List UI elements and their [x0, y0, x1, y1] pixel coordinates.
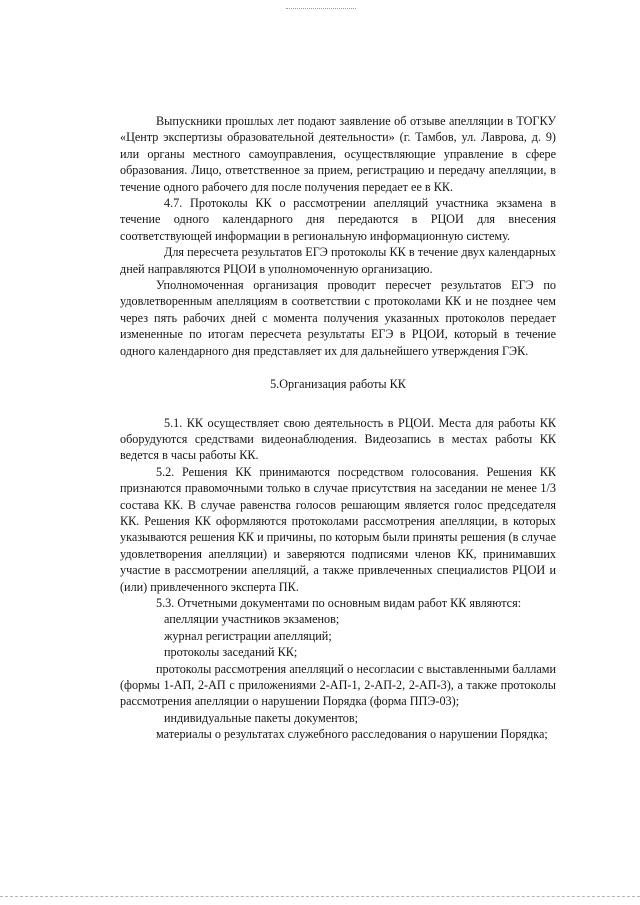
paragraph-withdrawal: Выпускники прошлых лет подают заявление об отзыве апелляции в ТОГКУ «Центр экспертизы образовательной деятельности» (г. Тамбов, ул. Лаврова, д. 9) или органы местного самоуправления, осуществляющие управление в сфере образования. Лицо, ответственное за прием, регистрацию и передачу апелляции, в течение одного рабочего для после получения передает ее в КК. [120, 114, 556, 194]
list-item: журнал регистрации апелляций; [164, 628, 332, 643]
list-item: апелляции участников экзаменов; [164, 612, 340, 627]
scan-artifact-bottom [0, 896, 640, 899]
paragraph-5-1: 5.1. КК осуществляет свою деятельность в РЦОИ. Места для работы КК оборудуются средствами видеонаблюдения. Видеозапись в местах работы КК ведется в часы работы КК. [120, 415, 556, 463]
paragraph-4-7: 4.7. Протоколы КК о рассмотрении апелляций участника экзамена в течение одного календарного дня передаются в РЦОИ для внесения соответствующей информации в региональную информационную систему. [120, 196, 556, 243]
list-item: материалы о результатах служебного расследования о нарушении Порядка; [156, 727, 548, 742]
section-heading: 5.Организация работы КК [270, 377, 406, 392]
scan-artifact-top [286, 8, 356, 11]
list-item: протоколы заседаний КК; [164, 645, 298, 660]
document-body [120, 113, 556, 743]
paragraph-authorized-org: Уполномоченная организация проводит пересчет результатов ЕГЭ по удовлетворенным апелляциям в соответствии с протоколами КК и не позднее чем через пять рабочих дней с момента получения указанных протоколов передает измененные по итогам пересчета результаты ЕГЭ в РЦОИ, который в течение одного календарного дня представляет их для дальнейшего утверждения ГЭК. [120, 278, 556, 358]
list-item: протоколы рассмотрения апелляций о несогласии с выставленными баллами (формы 1-АП, 2-АП с приложениями 2-АП-1, 2-АП-2, 2-АП-3), а также протоколы рассмотрения апелляции о нарушении Порядка (форма ППЭ-03); [120, 661, 556, 709]
paragraph-5-2: 5.2. Решения КК принимаются посредством голосования. Решения КК признаются правомочными только в случае присутствия на заседании не менее 1/3 состава КК. В случае равенства голосов решающим является голос председателя КК. Решения КК оформляются протоколами рассмотрения апелляции, в которых указываются решения КК и причины, по которым были приняты решения (в случае удовлетворения апелляции) и заверяются подписями членов КК, принимавших участие в рассмотрении апелляций, а также привлеченных специалистов РЦОИ и (или) привлеченного эксперта ПК. [120, 464, 556, 594]
paragraph-recount: Для пересчета результатов ЕГЭ протоколы КК в течение двух календарных дней направляются РЦОИ в уполномоченную организацию. [120, 245, 556, 276]
paragraph-5-3: 5.3. Отчетными документами по основным видам работ КК являются: [156, 595, 522, 610]
list-item: индивидуальные пакеты документов; [164, 710, 359, 725]
